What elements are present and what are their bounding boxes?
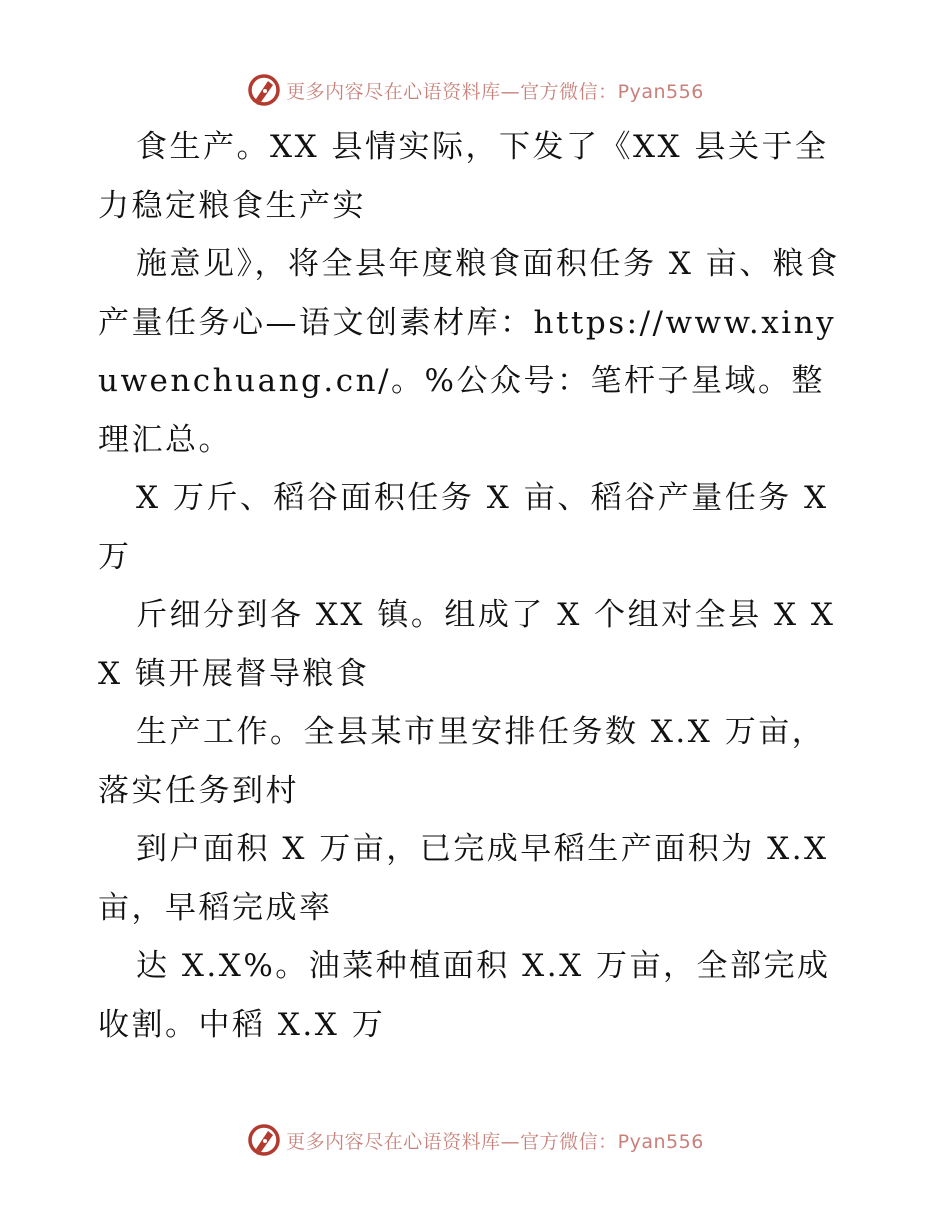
paragraph-4: 斤细分到各 XX 镇。组成了 X 个组对全县 X XX 镇开展督导粮食 <box>98 597 836 692</box>
document-body <box>98 118 858 1054</box>
header-banner <box>0 70 950 110</box>
paragraph-7: 达 X.X%。油菜种植面积 X.X 万亩，全部完成收割。中稻 X.X 万 <box>98 948 831 1043</box>
paragraph-6: 到户面积 X 万亩，已完成早稻生产面积为 X.X 亩，早稻完成率 <box>98 831 829 926</box>
header-banner-text: 更多内容尽在心语资料库—官方微信：Pyan556 <box>286 80 704 103</box>
pen-nib-logo-icon <box>246 72 282 108</box>
pen-nib-logo-icon <box>246 1122 282 1158</box>
footer-banner-text: 更多内容尽在心语资料库—官方微信：Pyan556 <box>286 1130 704 1153</box>
paragraph-2: 施意见》，将全县年度粮食面积任务 X 亩、粮食产量任务心—语文创素材库：https://www.xinyuwenchuang.cn/。%公众号：笔杆子星域。整理汇总。 <box>98 246 840 458</box>
paragraph-5: 生产工作。全县某市里安排任务数 X.X 万亩，落实任务到村 <box>98 714 826 809</box>
paragraph-1: 食生产。XX 县情实际，下发了《XX 县关于全力稳定粮食生产实 <box>98 129 829 224</box>
footer-banner <box>0 1120 950 1160</box>
paragraph-3: X 万斤、稻谷面积任务 X 亩、稻谷产量任务 X 万 <box>98 480 829 575</box>
